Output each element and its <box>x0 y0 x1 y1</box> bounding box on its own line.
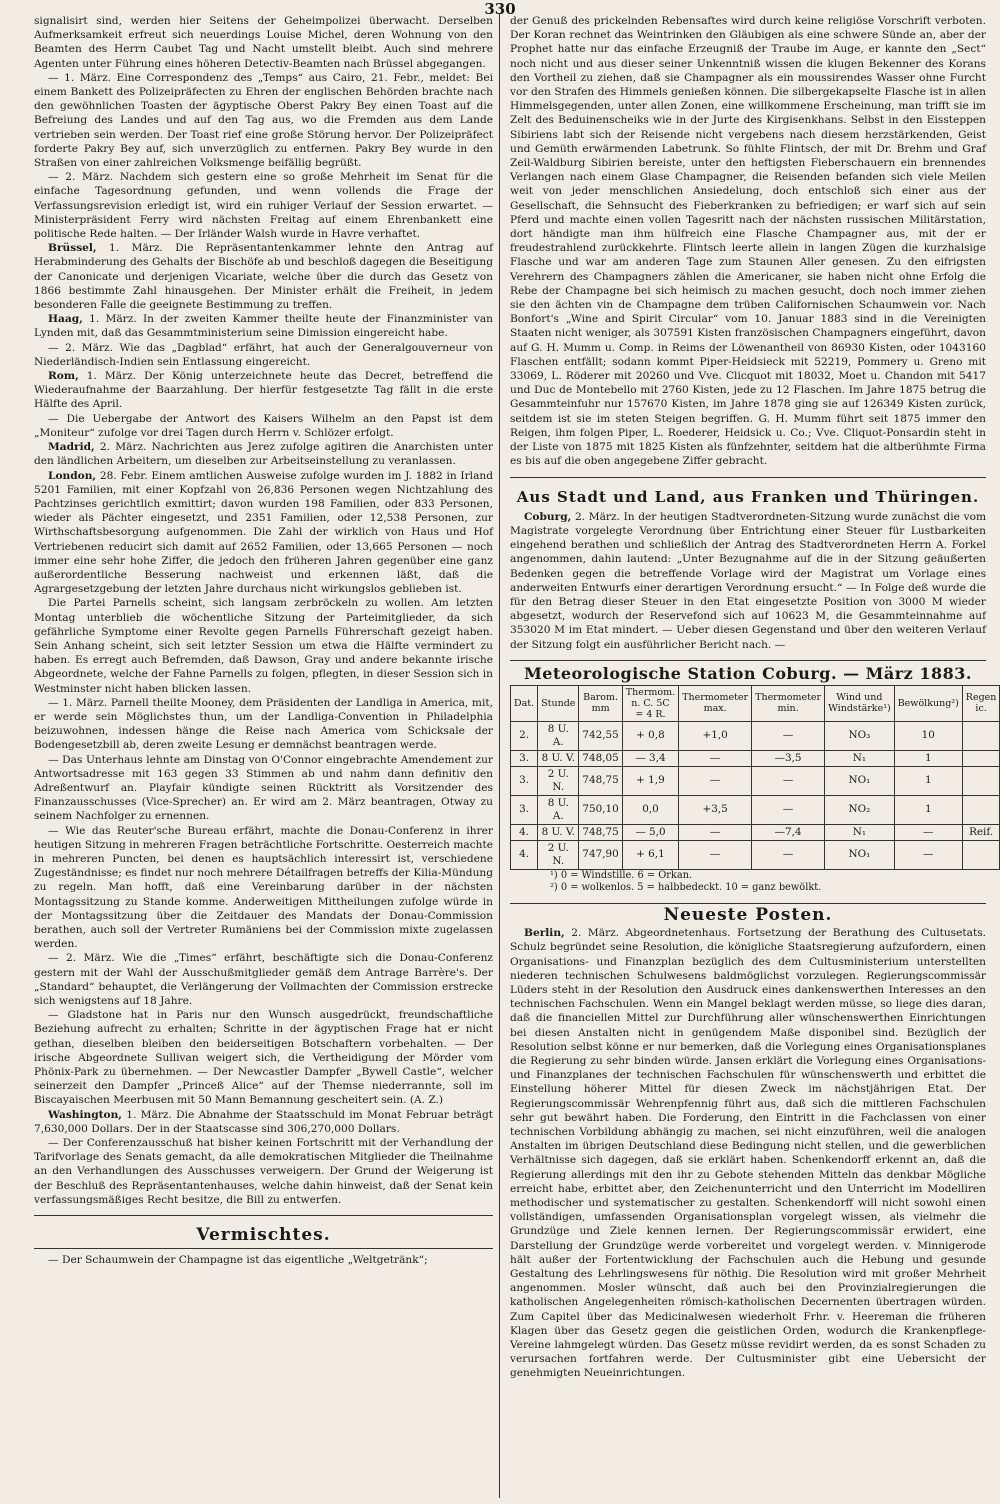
meteo-header-cell: Stunde <box>538 685 579 721</box>
dateline-rom: Rom, <box>48 370 79 383</box>
meteo-cell <box>962 840 1000 869</box>
meteo-cell: 748,75 <box>579 766 622 795</box>
meteo-header-cell: Thermometer max. <box>679 685 752 721</box>
champagne-article: der Genuß des prickelnden Rebensaftes wird durch keine religiöse Vorschrift verboten. Der Koran rechnet das Weintrinken den Gläubigen als eine schwere Sünde an, aber der Prophet hatte nur das einfache Erzeugniß der Traube im Auge, er kannte den „Sect“ noch nicht und aus dieser seiner Unkenntniß wissen die klugen Bekenner des Korans den Vortheil zu ziehen, daß sie Champagner als ein moussirendes Wasser ohne Furcht vor den Strafen des Himmels genießen können. Die silbergekapselte Flasche ist in allen Himmelsgegenden, unter allen Zonen, eine willkommene Erscheinung, man trifft sie im Zelt des Beduinenscheiks wie in der Jurte des Kirgisenkhans. Selbst in den Eissteppen Sibiriens labt sich der Reisende nicht vergebens nach diesem herzstärkenden, Geist und Gemüth erwärmenden Labetrunk. So fühlte Flintsch, der mit Dr. Brehm und Graf Zeil-Waldburg Sibirien bereiste, unter den heftigsten Fieberschauern ein brennendes Verlangen nach einem Glase Champagner, die Reisenden befanden sich viele Meilen weit von jeder menschlichen Ansiedelung, doch entschloß sich einer aus der Gesellschaft, die Sehnsucht des Fieberkranken zu befriedigen; er warf sich auf sein Pferd und machte einen vollen Tagesritt nach der nächsten russischen Militärstation, dort händigte man ihm hülfreich eine Flasche Champagner aus, mit der er freudestrahlend zurückkehrte. Flintsch leerte allein in langen Zügen die kurzhalsige Flasche und war am anderen Tage zum Staunen Aller genesen. Zu den eifrigsten Verehrern des Champagners zählen die Americaner, sie haben nicht ohne Erfolg die Rebe der Champagne bei sich heimisch zu machen gesucht, doch noch immer ziehen sie den ächten vin de Champagne dem trüben Californischen Schaumwein vor. Nach Bonfort's „Wine and Spirit Circular“ vom 10. Januar 1883 sind in die Vereinigten Staaten nicht weniger, als 307591 Kisten französischen Champagners eingeführt, davon auf G. H. Mumm u. Comp. in Reims der Löwenantheil von 86930 Kisten, oder 1043160 Flaschen entfällt; sodann kommt Piper-Heidsieck mit 52219, Pommery u. Greno mit 33069, L. Röderer mit 20260 und Vve. Clicquot mit 18032, Moet u. Chandon mit 5417 und Duc de Montebello mit 2760 Kisten, jede zu 12 Flaschen. Im Jahre 1875 betrug die Gesammteinfuhr nur 157670 Kisten, im Jahre 1878 ging sie auf 126349 Kisten zurück, seitdem ist sie im steten Steigen begriffen. G. H. Mumm führt seit 1875 immer den Reigen, ihm folgen Piper, L. Roederer, Heidsick u. Co.; Vve. Cliquot-Ponsardin steht in der Liste von 1875 mit 1825 Kisten als fünfzehnter, seitdem hat die altberühmte Firma es bis auf die oben angegebene Ziffer gebracht. <box>510 15 986 468</box>
meteo-cell: 1 <box>894 795 962 824</box>
rom-article: Rom, 1. März. Der König unterzeichnete heute das Decret, betreffend die Wiederaufnahme der Baarzahlung. Der hierfür festgesetzte Tag fällt in die erste Hälfte des April. <box>34 370 493 411</box>
dateline-washington: Washington, <box>48 1108 122 1121</box>
meteo-note-clouds: ²) 0 = wolkenlos. 5 = halbbedeckt. 10 = ganz bewölkt. <box>550 882 822 894</box>
meteo-cell: —3,5 <box>752 750 825 766</box>
meteo-cell: 750,10 <box>579 795 622 824</box>
meteo-header-cell: Thermom. n. C. 5C = 4 R. <box>622 685 678 721</box>
madrid-article: Madrid, 2. März. Nachrichten aus Jerez zufolge agitiren die Anarchisten unter den ländlichen Arbeitern, um dieselben zur Arbeitseinstellung zu veranlassen. <box>34 441 493 468</box>
vermischtes-text: — Der Schaumwein der Champagne ist das eigentliche „Weltgetränk“; <box>48 1254 428 1267</box>
meteo-row <box>511 750 1000 766</box>
meteo-cell: — <box>679 840 752 869</box>
divider <box>510 477 986 478</box>
meteo-cell: 8 U. A. <box>538 795 579 824</box>
london-parnell: Die Partei Parnells scheint, sich langsam zerbröckeln zu wollen. Am letzten Montag unterblieb die wöchentliche Sitzung der Parteimitglieder, da sich gefährliche Symptome einer Revolte gegen Parnells Führerschaft gezeigt haben. Sein Anhang scheint, sich seit letzter Session um etwa die Hälfte vermindert zu haben. Es erregt auch Befremden, daß Dawson, Gray und andere bekannte irische Abgeordnete, welche der Fahne Parnells zu folgen, pflegten, in dieser Session sich in Westminster nicht haben blicken lassen. <box>34 597 493 695</box>
dateline-coburg: Coburg, <box>524 510 572 523</box>
meteo-header-cell: Bewölkung²) <box>894 685 962 721</box>
london-donau: — Wie das Reuter'sche Bureau erfährt, machte die Donau-Conferenz in ihrer heutigen Sitzung in mehreren Fragen beträchtliche Fortschritte. Oesterreich machte in mehreren Puncten, bei denen es hauptsächlich interessirt ist, verschiedene Zugeständnisse; es findet nur noch mehrere Détailfragen betreffs der Kilia-Mündung zu regeln. Man hofft, daß eine Vereinbarung darüber in der nächsten Montagssitzung zu Stande komme. Anderweitigen Mittheilungen zufolge würde in der Montagssitzung über die Zeitdauer des Mandats der Donau-Commission berathen, auch soll der Vertreter Rumäniens bei der Commission mixte zugelassen werden. <box>34 824 493 951</box>
meteo-cell: + 0,8 <box>622 721 678 750</box>
meteo-cell: — <box>679 750 752 766</box>
meteo-row <box>511 840 1000 869</box>
columns <box>34 14 997 1498</box>
meteo-cell: 3. <box>511 766 538 795</box>
meteo-cell: — <box>752 766 825 795</box>
meteo-cell: + 1,9 <box>622 766 678 795</box>
meteo-cell: Reif. <box>962 824 1000 840</box>
meteo-cell: — <box>752 840 825 869</box>
london-article: London, 28. Febr. Einem amtlichen Ausweise zufolge wurden im J. 1882 in Irland 5201 Familien, mit einer Kopfzahl von 26,836 Personen wegen Nichtzahlung des Pachtzinses gerichtlich exmittirt; davon wurden 198 Familien, oder 833 Personen, wieder als Pächter eingesetzt, und 2351 Familien, oder 12,538 Personen, zur Wirthschaftsbesorgung aufgenommen. Die Zahl der wirklich von Haus und Hof Vertriebenen reducirt sich damit auf 2652 Familien, oder 13,665 Personen — noch immer eine sehr hohe Ziffer, die jedoch den früheren Jahren gegenüber eine ganz außerordentliche Besserung nachweist und erkennen läßt, daß die Agrargesetzgebung der letzten Jahre durchaus nicht wirkungslos geblieben ist. <box>34 469 493 596</box>
meteo-cell: — <box>752 795 825 824</box>
meteo-row <box>511 795 1000 824</box>
washington-article-2: — Der Conferenzausschuß hat bisher keinen Fortschritt mit der Verhandlung der Tarifvorlage des Senats gemacht, da alle demokratischen Mitglieder die Theilnahme an den Verhandlungen des Ausschusses verweigern. Der Grund der Weigerung ist der Beschluß des Repräsentantenhauses, welche dahin hinweist, daß der Senat kein verfassungsmäßiges Recht besitze, die Bill zu entwerfen. <box>34 1137 493 1206</box>
meteo-cell: — <box>679 824 752 840</box>
meteo-cell: NO₃ <box>825 721 895 750</box>
meteo-header-cell: Barom. mm <box>579 685 622 721</box>
meteo-cell: 1 <box>894 750 962 766</box>
meteo-cell: 748,75 <box>579 824 622 840</box>
bruessel-article: Brüssel, 1. März. Die Repräsentantenkammer lehnte den Antrag auf Herabminderung des Gehalts der Bischöfe ab und beschloß dagegen die Beseitigung der Canonicate und derjenigen Vicariate, welche über die durch das Gesetz von 1866 bestimmte Zahl hinausgehen. Der Minister erhält die Freiheit, in jedem besonderen Falle die geeignete Bestimmung zu treffen. <box>34 242 493 312</box>
meteo-cell: +1,0 <box>679 721 752 750</box>
meteo-cell <box>962 795 1000 824</box>
dateline-madrid: Madrid, <box>48 441 95 454</box>
london-gladstone: — Gladstone hat in Paris nur den Wunsch ausgedrückt, freundschaftliche Beziehung aufrecht zu erhalten; Schritte in der ägyptischen Frage hat er nicht gethan, dieselben bleiben den beiderseitigen Botschaftern vorbehalten. — Der irische Abgeordnete Sullivan weigert sich, die Vertheidigung der Mörder vom Phönix-Park zu übernehmen. — Der Newcastler Dampfer „Bywell Castle“, welcher seinerzeit den Dampfer „Princeß Alice“ auf der Themse niederrannte, soll im Biscayaischen Meerbusen mit 50 Mann Bemannung gescheitert sein. (A. Z.) <box>34 1009 493 1107</box>
meteo-row <box>511 721 1000 750</box>
divider <box>510 660 986 661</box>
meteo-cell: — <box>894 824 962 840</box>
london-times: — 2. März. Wie die „Times“ erfährt, beschäftigte sich die Donau-Conferenz gestern mit der Wahl der Ausschußmitglieder gemäß dem Antrage Barrère's. Der „Standard“ behauptet, die Verlängerung der Vollmachten der Commission erstrecke sich wenigstens auf 18 Jahre. <box>34 952 493 1008</box>
meteo-cell: 2. <box>511 721 538 750</box>
paris-senate: — 2. März. Nachdem sich gestern eine so große Mehrheit im Senat für die einfache Tagesordnung gefunden, und wenn vollends die Frage der Verfassungsrevision erledigt ist, wird ein ruhiger Verlauf der Session erwartet. — Ministerpräsident Ferry wird nächsten Freitag auf einem Ehrenbankett eine politische Rede halten. — Der Irländer Walsh wurde in Havre verhaftet. <box>34 171 493 241</box>
meteo-cell: 8 U. V. <box>538 750 579 766</box>
meteo-cell: 2 U. N. <box>538 840 579 869</box>
section-heading: Aus Stadt und Land, aus Franken und Thüringen. <box>516 487 980 506</box>
dateline-berlin: Berlin, <box>524 927 565 940</box>
meteo-note-wind: ¹) 0 = Windstille. 6 = Orkan. <box>550 869 693 881</box>
meteo-cell: 0,0 <box>622 795 678 824</box>
berlin-article: Berlin, 2. März. Abgeordnetenhaus. Fortsetzung der Berathung des Cultusetats. Schulz begründet seine Resolution, die königliche Staatsregierung aufzufordern, einen Organisations- und Finanzplan bezüglich des dem Cultusministerium unterstellten niederen technischen Schulwesens baldmöglichst vorzulegen. Regierungscommissär Lüders steht in der Resolution den Ausdruck eines dankenswerthen Interesses an den technischen Fachschulen. Wenn ein Mangel beklagt werden müsse, so liege dies daran, daß die financiellen Mittel zur Durchführung aller wünschenswerthen Einrichtungen bei diesen Anstalten nicht in genügendem Maße disponibel sind. Bezüglich der Resolution selbst könne er nur bemerken, daß die Vorlegung eines Organisationsplanes die Regierung zu sehr binden würde. Jansen erklärt die Vorlegung eines Organisations- und Finanzplanes der technischen Fachschulen für wünschenswerth und erbittet die Einstellung höherer Mittel für diesen Zweck im nächstjährigen Etat. Der Regierungscommissär Wehrenpfennig führt aus, daß sich die mittleren Fachschulen sehr gut bewährt haben. Die Forderung, den Eintritt in die Fachclassen von einer technischen Vorbildung abhängig zu machen, sei nicht einzuführen, weil die analogen Anstalten im übrigen Deutschland diese Bedingung nicht stellen, und die gewerblichen Verhältnisse sich dagegen, daß sie erklärt haben. Schenkendorff erkennt an, daß die Regierung allerdings mit den ihr zu Gebote stehenden Mitteln das denkbar Mögliche erreicht habe, erbittet aber, den Zeichenunterricht und den Unterricht im Modelliren methodischer und systematischer zu gestalten. Schenkendorff will nicht sowohl einen vollständigen, umfassenden Organisationsplan vorgelegt wissen, als vielmehr die Grundzüge und Ziele kennen lernen. Der Regierungscommissär erwidert, eine Darstellung der Grundzüge werde vorbereitet und vorgelegt werden. v. Minnigerode hält außer der Fortentwicklung der Fachschulen auch die Hebung und gesunde Gestaltung des Lehrlingswesens für nöthig. Die Resolution wird mit großer Mehrheit angenommen. Mosler wünscht, daß auch bei den Provinzialregierungen die katholischen Angelegenheiten römisch-katholischen Decernenten übertragen würden. Zum Capitel über das Medicinalwesen wiederholt Frhr. v. Heereman die früheren Klagen über das Gesetz gegen die geistlichen Orden, wodurch die Krankenpflege-Vereine lahmgelegt würden. Das Gesetz müsse revidirt werden, da es sonst Schaden zu verursachen fortfahren werde. Der Cultusminister gibt eine Uebersicht der genehmigten Neueinrichtungen. <box>510 927 986 1380</box>
paris-intro: signalisirt sind, werden hier Seitens der Geheimpolizei überwacht. Derselben Aufmerksamkeit erfreut sich neuerdings Louise Michel, deren Wohnung von den Beamten des Herrn Caubet Tag und Nacht umstellt bleibt. Auch sind mehrere Agenten unter Führung eines höheren Detectiv-Beamten nach Brüssel abgegangen. <box>34 15 493 70</box>
meteo-cell: 3. <box>511 750 538 766</box>
meteo-cell: 2 U. N. <box>538 766 579 795</box>
meteo-cell: + 6,1 <box>622 840 678 869</box>
meteo-title: Meteorologische Station Coburg. — März 1883. <box>524 663 972 683</box>
meteo-cell: —7,4 <box>752 824 825 840</box>
meteo-cell: +3,5 <box>679 795 752 824</box>
washington-article: Washington, 1. März. Die Abnahme der Staatsschuld im Monat Februar beträgt 7,630,000 Dollars. Der in der Staatscasse sind 306,270,000 Dollars. <box>34 1108 493 1135</box>
meteo-cell: 1 <box>894 766 962 795</box>
meteo-row <box>511 766 1000 795</box>
haag-article: Haag, 1. März. In der zweiten Kammer theilte heute der Finanzminister van Lynden mit, daß das Gesammtministerium seine Dimission eingereicht habe. <box>34 313 493 340</box>
meteo-cell: 742,55 <box>579 721 622 750</box>
meteo-cell <box>962 750 1000 766</box>
meteo-cell: NO₁ <box>825 840 895 869</box>
neueste-heading: Neueste Posten. <box>663 904 833 925</box>
vermischtes-heading: Vermischtes. <box>196 1225 331 1246</box>
meteo-cell <box>962 721 1000 750</box>
meteo-cell: 3. <box>511 795 538 824</box>
meteo-header-cell: Thermometer min. <box>752 685 825 721</box>
meteo-cell: — <box>679 766 752 795</box>
meteo-body <box>511 721 1000 869</box>
london-landliga: — 1. März. Parnell theilte Mooney, dem Präsidenten der Landliga in America, mit, er werde sein Möglichstes thun, um der Landliga-Convention in Philadelphia beizuwohnen, indessen hänge die Reise nach America vom Schicksale der Bodengesetzbill ab, deren zweite Lesung er demnächst beantragen werde. <box>34 696 493 752</box>
meteo-cell: N₁ <box>825 750 895 766</box>
meteo-cell: NO₁ <box>825 766 895 795</box>
meteo-cell: 4. <box>511 824 538 840</box>
meteo-row <box>511 824 1000 840</box>
page-number: 330 <box>484 0 516 18</box>
haag-article-2: — 2. März. Wie das „Dagblad“ erfährt, hat auch der Generalgouverneur von Niederländisch-Indien sein Entlassung eingereicht. <box>34 341 493 368</box>
meteo-cell: 748,05 <box>579 750 622 766</box>
meteo-cell: 8 U. A. <box>538 721 579 750</box>
meteo-cell: — 5,0 <box>622 824 678 840</box>
meteo-header-cell: Regen ic. <box>962 685 1000 721</box>
right-column <box>510 14 997 1498</box>
paris-cairo: — 1. März. Eine Correspondenz des „Temps“ aus Cairo, 21. Febr., meldet: Bei einem Bankett des Polizeipräfecten zu Ehren der englischen Behörden brachte nach den gewöhnlichen Toasten der ägyptische Oberst Pakry Bey einen Toast auf die Befreiung des Landes und auf den Tag aus, wo die Fremden aus dem Lande vertrieben sein werden. Der Toast rief eine große Störung hervor. Der Polizeipräfect forderte Pakry Bey auf, sich unverzüglich zu entfernen. Pakry Bey wurde in den Straßen von einer zahlreichen Volksmenge beifällig begrüßt. <box>34 71 493 170</box>
meteo-header-cell: Dat. <box>511 685 538 721</box>
meteo-cell: 4. <box>511 840 538 869</box>
meteo-cell: 747,90 <box>579 840 622 869</box>
meteo-cell: N₁ <box>825 824 895 840</box>
meteo-cell: — 3,4 <box>622 750 678 766</box>
dateline-london: London, <box>48 469 97 482</box>
meteo-cell: — <box>894 840 962 869</box>
meteo-cell: 10 <box>894 721 962 750</box>
meteo-cell <box>962 766 1000 795</box>
meteo-cell: NO₂ <box>825 795 895 824</box>
rom-article-2: — Die Uebergabe der Antwort des Kaisers Wilhelm an den Papst ist dem „Moniteur“ zufolge vor drei Tagen durch Herrn v. Schlözer erfolgt. <box>34 412 493 439</box>
divider <box>34 1248 493 1249</box>
meteo-header-row <box>511 685 1000 721</box>
divider <box>510 903 986 904</box>
meteo-table <box>510 685 1000 870</box>
meteo-header-cell: Wind und Windstärke¹) <box>825 685 895 721</box>
left-column <box>34 14 500 1498</box>
coburg-article: Coburg, 2. März. In der heutigen Stadtverordneten-Sitzung wurde zunächst die vom Magistrate vorgelegte Verordnung über Entrichtung einer Steuer für Lustbarkeiten eingehend berathen und schließlich der Antrag des Stadtverordneten Herrn A. Forkel angenommen, dahin lautend: „Unter Bezugnahme auf die in der Sitzung geäußerten Bedenken gegen die betreffende Vorlage wird der Magistrat um Vorlage eines anderweiten Entwurfs einer derartigen Verordnung ersucht.“ — In Folge deß wurde die für den Betrag dieser Steuer in den Etat eingesetzte Position von 3000 M wieder abgesetzt, wodurch der Reservefond sich auf 10623 M, die Gesammteinnahme auf 353020 M im Etat mindert. — Ueber diesen Gegenstand und über den weiteren Verlauf der Sitzung folgt ein ausführlicher Bericht nach. — <box>510 510 986 651</box>
dateline-haag: Haag, <box>48 313 83 326</box>
meteo-cell: — <box>752 721 825 750</box>
divider <box>34 1215 493 1216</box>
meteo-cell: 8 U. V. <box>538 824 579 840</box>
london-unterhaus: — Das Unterhaus lehnte am Dinstag von O'Connor eingebrachte Amendement zur Antwortsadresse mit 163 gegen 33 Stimmen ab und nahm dann definitiv den Adreßentwurf an. Playfair kündigte seinen Rücktritt als Vorsitzender des Finanzausschusses (Vice-Sprecher) an. Er wird am 2. März beantragen, Otway zu seinem Nachfolger zu ernennen. <box>34 753 493 823</box>
dateline-bruessel: Brüssel, <box>48 242 97 255</box>
